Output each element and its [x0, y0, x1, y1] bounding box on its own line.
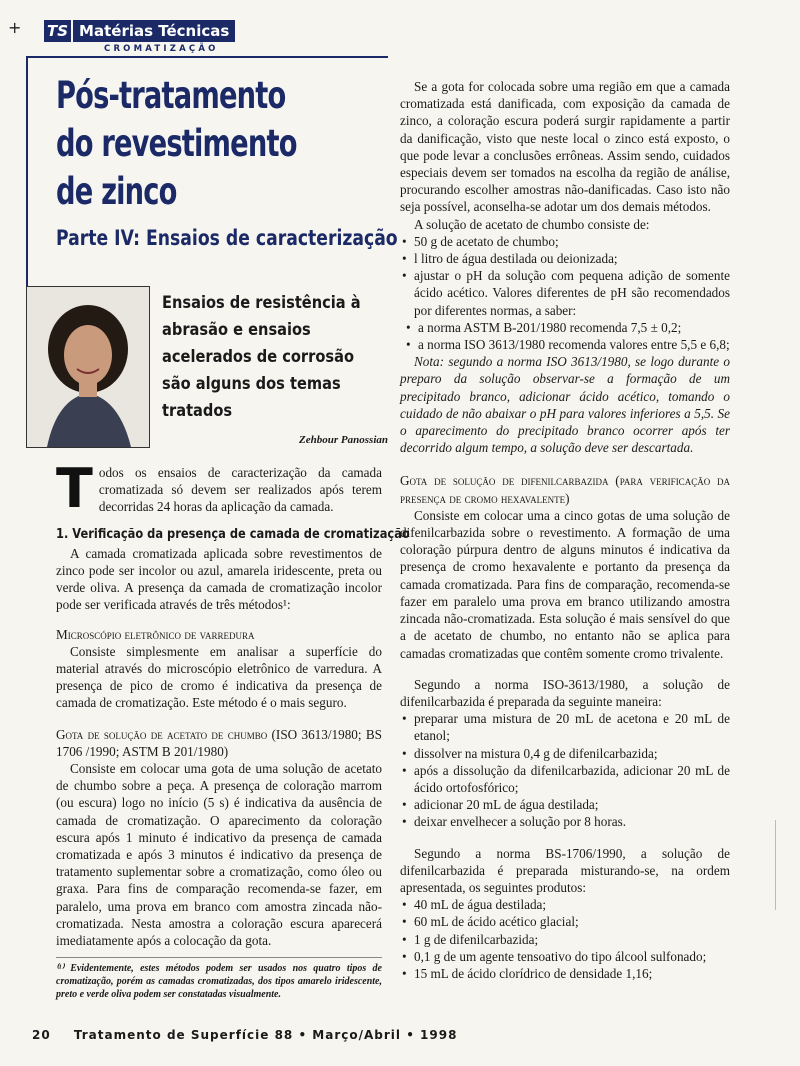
lead-acetate-paragraph: Consiste em colocar uma gota de uma solução de acetato de chumbo sobre a peça. A presença de coloração marrom (ou escura) logo no início (5 s) é indicativa da ausência de camada de cromatização. O aparecimento da coloração escura após 1 minuto é indicativo da presença de camada cromatizada e após 3 minutos é indicativo da presença de tratamento suplementar sobre a cromatização, como óleo ou graxa. Para fins de comparação recomenda-se fazer, em paralelo, uma prova em branco com amostra zincada não-cromatizada. Nesta amostra a coloração escura aparecerá imediatamente após a colocação da gota.: [56, 761, 382, 949]
list-item: • 1 g de difenilcarbazida;: [414, 931, 730, 948]
list-item: • 0,1 g de um agente tensoativo do tipo álcool sulfonado;: [414, 948, 730, 965]
list-item: • deixar envelhecer a solução por 8 horas.: [414, 813, 730, 830]
list-item: • 15 mL de ácido clorídrico de densidade 1,16;: [414, 965, 730, 982]
magazine-logo: TS: [44, 20, 71, 42]
right-paragraph-2: A solução de acetato de chumbo consiste de:: [414, 216, 650, 232]
iso-list: [400, 710, 730, 830]
list-item: • 40 mL de água destilada;: [414, 896, 730, 913]
list-item: • 60 mL de ácido acético glacial;: [414, 913, 730, 930]
article-subtitle: Parte IV: Ensaios de caracterização: [56, 226, 398, 250]
section-header: [44, 20, 235, 54]
iso-intro: Segundo a norma ISO-3613/1980, a solução de difenilcarbazida é preparada da seguinte maneira:: [400, 676, 730, 709]
article-title-line-1: Pós-tratamento: [56, 74, 286, 117]
dpc-paragraph: Consiste em colocar uma a cinco gotas de uma solução de difenilcarbazida sobre o revestimento. A formação de uma coloração púrpura dentro de alguns minutos é indicativa da presença de cromo hexavalente e portanto da presença da camada cromatizada. Para fins de comparação, recomenda-se fazer em paralelo uma prova em branco utilizando amostra zincada não-cromatizada. Esta solução é mais sensível do que a de acetato de chumbo, no entanto não se aplica para camadas cromatizadas que contêm somente cromo trivalente.: [400, 507, 730, 661]
registration-mark-icon: +: [8, 18, 22, 37]
list-item: • ajustar o pH da solução com pequena adição de somente ácido acético. Valores diferentes de pH são recomendados por diferentes normas, a saber:: [414, 267, 730, 319]
intro-block: [26, 286, 388, 448]
left-column: [56, 457, 410, 1001]
footnote: ⁽¹⁾ Evidentemente, estes métodos podem ser usados nos quatro tipos de cromatização, porém as camadas cromatizadas, dos tipos amarelo iridescente, preto e verde oliva podem ser constatadas visualmente.: [56, 957, 382, 1001]
author-photo: [26, 286, 150, 448]
page-footer: [32, 1028, 457, 1042]
article-lede: Ensaios de resistência à abrasão e ensaios acelerados de corrosão são alguns dos temas tratados: [162, 293, 361, 421]
bs-intro: Segundo a norma BS-1706/1990, a solução de difenilcarbazida é preparada misturando-se, na ordem apresentada, os seguintes produtos:: [400, 845, 730, 895]
article-title-line-2: do revestimento: [56, 122, 297, 165]
lead-solution-list: [400, 233, 730, 319]
mev-paragraph: Consiste simplesmente em analisar a superfície do material através do microscópio eletrônico de varredura. A presença de pico de cromo é indicativa da presença de camada de cromatização. Este método é o mais seguro.: [56, 643, 382, 711]
drop-cap: T: [56, 457, 93, 520]
subsection-name: CROMATIZAÇÃO: [104, 44, 219, 54]
margin-line: [775, 820, 776, 910]
list-item: • dissolver na mistura 0,4 g de difenilcarbazida;: [414, 745, 730, 762]
title-block: [26, 56, 398, 294]
intro-text: odos os ensaios de caracterização da camada cromatizada só devem ser realizados após terem decorridas 24 horas da aplicação da camada.: [98, 465, 382, 515]
section-1-heading: 1. Verificação da presença de camada de cromatização: [56, 526, 410, 542]
list-item: • a norma ASTM B-201/1980 recomenda 7,5 ± 0,2;: [418, 319, 730, 336]
ph-list: [400, 319, 730, 353]
list-item: • preparar uma mistura de 20 mL de acetona e 20 mL de etanol;: [414, 710, 730, 744]
list-item: • após a dissolução da difenilcarbazida, adicionar 20 mL de ácido ortofosfórico;: [414, 762, 730, 796]
right-column: [400, 78, 730, 982]
note-paragraph: Nota: segundo a norma ISO 3613/1980, se logo durante o preparo da solução observar-se a formação de um precipitado branco, adicionar ácido acético, tomando o cuidado de não abaixar o pH para valores inferiores a 5,5. Se o aparecimento do precipitado branco ocorrer após ter decorrido algum tempo, a solução deve ser descartada.: [400, 354, 730, 456]
section-name: Matérias Técnicas: [73, 20, 235, 42]
section-1-paragraph: A camada cromatizada aplicada sobre revestimentos de zinco pode ser incolor ou azul, amarela iridescente, preta ou verde oliva. A presença da camada de cromatização incolor pode ser verificada através de três métodos¹:: [56, 545, 382, 613]
lead-acetate-heading: Gota de solução de acetato de chumbo (ISO 3613/1980; BS 1706 /1990; ASTM B 201/1980): [56, 726, 382, 759]
footer-text: Tratamento de Superfície 88 • Março/Abril • 1998: [73, 1028, 458, 1042]
page-number: 20: [32, 1028, 51, 1042]
list-item: • a norma ISO 3613/1980 recomenda valores entre 5,5 e 6,8;: [418, 336, 730, 353]
author-name: Zehbour Panossian: [299, 434, 388, 446]
mev-heading: Microscópio eletrônico de varredura: [56, 626, 255, 642]
dpc-heading: Gota de solução de difenilcarbazida (para verificação da presença de cromo hexavalente): [400, 473, 730, 506]
list-item: • l litro de água destilada ou deionizada;: [414, 250, 730, 267]
right-paragraph-1: Se a gota for colocada sobre uma região em que a camada cromatizada está danificada, com exposição da camada de zinco, a coloração escura poderá surgir rapidamente a partir da danificação, visto que neste local o zinco está exposto, o que pode levar a conclusões errôneas. Assim sendo, cuidados especiais devem ser tomados na escolha da região de análise, procurando escolher amostras não-danificadas. Caso isto não seja possível, aconselha-se adotar um dos demais métodos.: [400, 79, 730, 215]
list-item: • 50 g de acetato de chumbo;: [414, 233, 730, 250]
list-item: • adicionar 20 mL de água destilada;: [414, 796, 730, 813]
article-title-line-3: de zinco: [56, 170, 177, 213]
intro-paragraph: [56, 457, 382, 520]
bs-list: [400, 896, 730, 982]
